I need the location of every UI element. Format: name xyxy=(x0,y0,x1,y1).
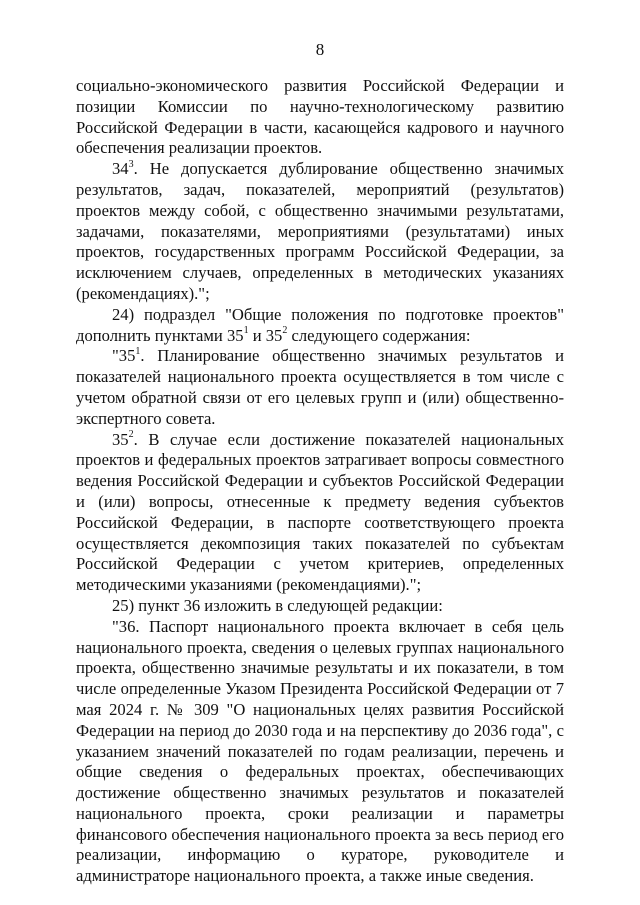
document-body xyxy=(76,76,564,887)
paragraph-item-24 xyxy=(76,305,564,347)
paragraph-item-35-1 xyxy=(76,346,564,429)
superscript: 1 xyxy=(243,325,249,337)
paragraph-continuation xyxy=(76,76,564,159)
superscript: 3 xyxy=(128,158,134,170)
item-number: "35 xyxy=(112,346,136,366)
page-number: 8 xyxy=(315,40,325,59)
paragraph-item-25 xyxy=(76,596,564,617)
superscript: 1 xyxy=(135,345,141,357)
item-number: 34 xyxy=(112,159,129,179)
superscript: 2 xyxy=(128,429,134,441)
paragraph-text: социально-экономического развития Российской Федерации и позиции Комиссии по научно-технологическому развитию Российской Федерации в части, касающейся кадрового и научного обеспечения реализации проектов. xyxy=(76,76,564,158)
paragraph-text: следующего содержания: xyxy=(287,325,471,345)
paragraph-item-34-3 xyxy=(76,159,564,305)
paragraph-text: "36. Паспорт национального проекта включает в себя цель национального проекта, сведения о целевых группах национального проекта, общественно значимые результаты и их показатели, в том числе определенные Указом Президента Российской Федерации от 7 мая 2024 г. № 309 "О национальных целях развития Российской Федерации на период до 2030 года и на перспективу до 2036 года", с указанием значений показателей по годам реализации, перечень и общие сведения о федеральных проектах, обеспечивающих достижение общественно значимых результатов и показателей национального проекта, сроки реализации и параметры финансового обеспечения национального проекта за весь период его реализации, информацию о кураторе, руководителе и администраторе национального проекта, а также иные сведения. xyxy=(76,616,564,886)
paragraph-text: . Не допускается дублирование общественно значимых результатов, задач, показателей, мероприятий (результатов) проектов между собой, с общественно значимыми результатами, задачами, показателями, мероприятиями (результатами) иных проектов, государственных программ Российской Федерации, за исключением случаев, определенных в методических указаниях (рекомендациях)."; xyxy=(76,159,564,303)
paragraph-text: . В случае если достижение показателей национальных проектов и федеральных проектов затрагивает вопросы совместного ведения Российской Федерации и субъектов Российской Федерации и (или) вопросы, отнесенные к предмету ведения субъектов Российской Федерации, в паспорте соответствующего проекта осуществляется декомпозиция таких показателей по субъектам Российской Федерации с учетом критериев, определенных методическими указаниями (рекомендациями)."; xyxy=(76,429,564,595)
paragraph-item-36 xyxy=(76,617,564,887)
paragraph-text-start: 24) подраздел "Общие положения по подготовке проектов" дополнить пунктами 35 xyxy=(76,304,564,345)
item-number: 35 xyxy=(112,429,129,449)
paragraph-text: . Планирование общественно значимых результатов и показателей национального проекта осуществляется в том числе с учетом обратной связи от его целевых групп и (или) общественно-экспертного совета. xyxy=(76,346,564,428)
superscript: 2 xyxy=(282,325,288,337)
paragraph-text-mid: и 35 xyxy=(248,325,283,345)
paragraph-item-35-2 xyxy=(76,430,564,596)
paragraph-text: 25) пункт 36 изложить в следующей редакции: xyxy=(112,595,443,615)
